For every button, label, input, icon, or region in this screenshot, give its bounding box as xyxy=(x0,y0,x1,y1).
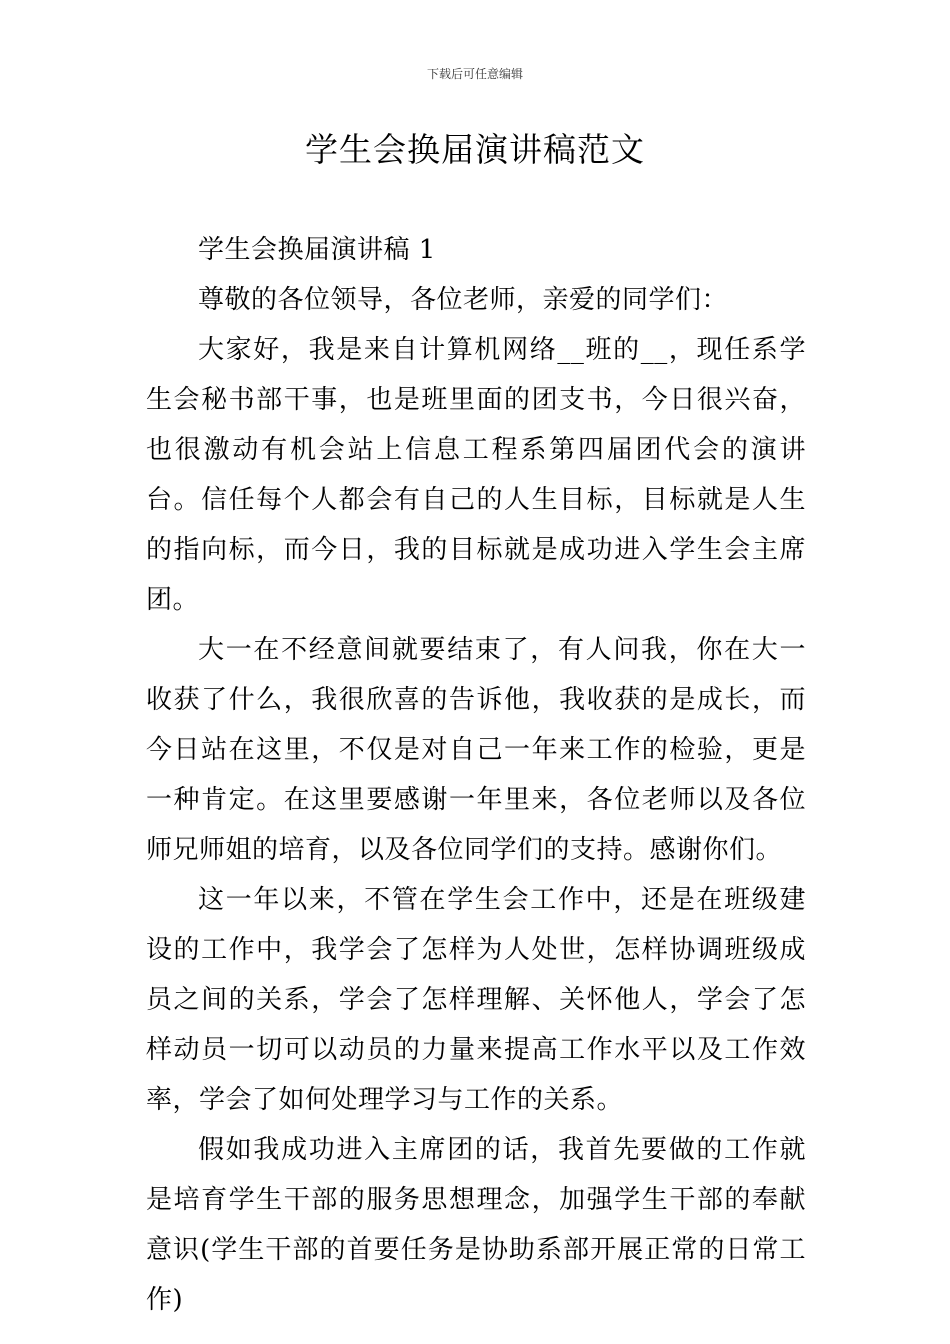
body-paragraph: 这一年以来，不管在学生会工作中，还是在班级建设的工作中，我学会了怎样为人处世，怎样协调班级成员之间的关系，学会了怎样理解、关怀他人，学会了怎样动员一切可以动员的力量来提高工作水平以及工作效率，学会了如何处理学习与工作的关系。 xyxy=(146,885,806,1115)
header-note: 下载后可任意编辑 xyxy=(426,67,523,81)
body-paragraph: 假如我成功进入主席团的话，我首先要做的工作就是培育学生干部的服务思想理念，加强学生干部的奉献意识(学生干部的首要任务是协助系部开展正常的日常工作) xyxy=(146,1135,806,1315)
document-title: 学生会换届演讲稿范文 xyxy=(305,130,645,169)
body-paragraph: 大一在不经意间就要结束了，有人问我，你在大一收获了什么，我很欣喜的告诉他，我收获的是成长，而今日站在这里，不仅是对自己一年来工作的检验，更是一种肯定。在这里要感谢一年里来，各位老师以及各位师兄师姐的培育，以及各位同学们的支持。感谢你们。 xyxy=(146,635,806,865)
document-body xyxy=(146,225,806,1325)
salutation-paragraph: 尊敬的各位领导，各位老师，亲爱的同学们： xyxy=(198,285,729,315)
subheading-paragraph: 学生会换届演讲稿 1 xyxy=(198,235,436,265)
body-paragraph: 大家好，我是来自计算机网络__班的__，现任系学生会秘书部干事，也是班里面的团支书，今日很兴奋，也很激动有机会站上信息工程系第四届团代会的演讲台。信任每个人都会有自己的人生目标，目标就是人生的指向标，而今日，我的目标就是成功进入学生会主席团。 xyxy=(146,335,806,615)
